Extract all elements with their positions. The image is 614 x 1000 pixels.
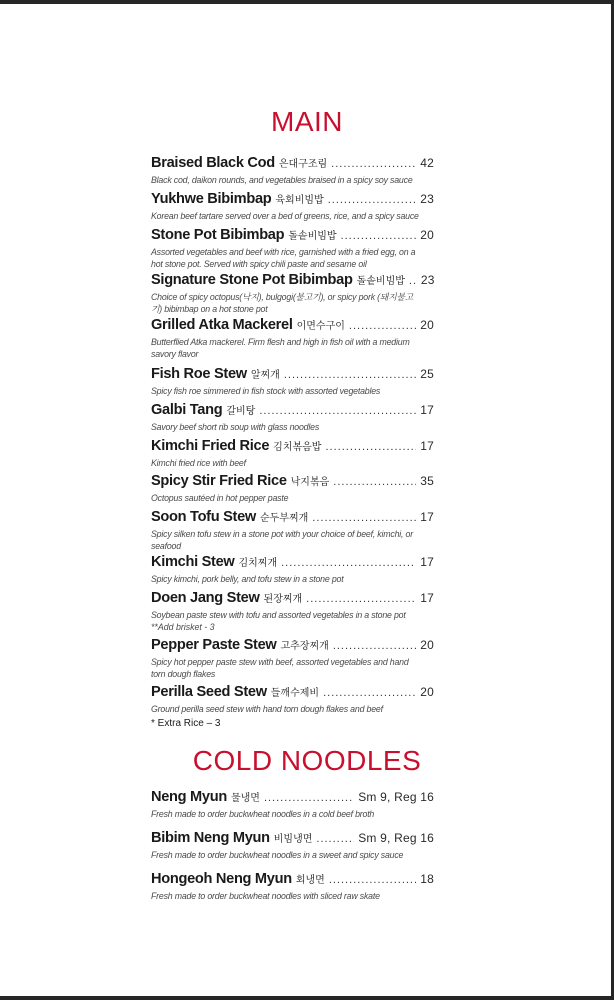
- menu-item: [151, 402, 434, 433]
- menu-item-name: Fish Roe Stew: [151, 366, 247, 382]
- menu-item-korean-name: 갈비탕: [226, 406, 256, 417]
- menu-item-name: Pepper Paste Stew: [151, 637, 277, 653]
- dot-leader: [312, 513, 416, 524]
- menu-item-korean-name: 알찌개: [250, 370, 280, 381]
- menu-item: [151, 830, 434, 861]
- menu-item: [151, 317, 434, 360]
- menu-item-name: Grilled Atka Mackerel: [151, 317, 293, 333]
- menu-item-description: Savory beef short rib soup with glass noodles: [151, 422, 320, 432]
- menu-item-korean-name: 육회비빔밥: [275, 195, 324, 206]
- menu-item-name: Spicy Stir Fried Rice: [151, 473, 287, 489]
- dot-leader: [409, 276, 417, 287]
- menu-item-price: Sm 9, Reg 16: [358, 790, 434, 804]
- menu-item-price: 25: [420, 367, 434, 381]
- menu-item-name: Doen Jang Stew: [151, 590, 260, 606]
- menu-item-description: Soybean paste stew with tofu and assorted vegetables in a stone pot: [151, 610, 406, 620]
- menu-item-description: Choice of spicy octopus(낙지), bulgogi(불고기), or spicy pork (돼지불고기) bibimbap on a hot stone pot: [151, 292, 414, 314]
- menu-item-price: 17: [420, 439, 434, 453]
- menu-item-korean-name: 고추장찌개: [280, 641, 329, 652]
- menu-item-row: [151, 789, 434, 808]
- menu-item-korean-name: 비빔냉면: [273, 834, 313, 845]
- menu-item-row: [151, 509, 434, 528]
- main-menu-list: [151, 155, 434, 730]
- menu-item-row: [151, 871, 434, 890]
- menu-item-korean-name: 순두부찌개: [259, 513, 309, 524]
- menu-item-korean-name: 들깨수제비: [270, 688, 320, 699]
- menu-item-name: Signature Stone Pot Bibimbap: [151, 272, 353, 288]
- menu-item: [151, 554, 434, 585]
- menu-item-korean-name: 이면수구이: [296, 321, 345, 332]
- dot-leader: [306, 594, 416, 605]
- menu-item-price: 20: [420, 318, 434, 332]
- menu-item-price: 23: [420, 273, 435, 287]
- menu-item-price: 20: [420, 638, 434, 652]
- menu-item-korean-name: 낙지볶음: [290, 477, 330, 488]
- dot-leader: [328, 195, 417, 206]
- menu-item-price: 17: [420, 591, 434, 605]
- menu-item-row: [151, 366, 434, 385]
- menu-item-description: Assorted vegetables and beef with rice, garnished with a fried egg, on a hot stone pot. Served with spicy chili paste and sesame oil: [151, 247, 416, 269]
- menu-item-price: 17: [420, 403, 434, 417]
- menu-item-row: [151, 684, 434, 703]
- menu-item-description: Fresh made to order buckwheat noodles in a cold beef broth: [151, 809, 375, 819]
- menu-item-korean-name: 돌솥비빔밥: [288, 231, 337, 242]
- dot-leader: [264, 793, 354, 804]
- dot-leader: [259, 406, 416, 417]
- menu-item-korean-name: 된장찌개: [263, 594, 303, 605]
- menu-item-name: Stone Pot Bibimbap: [151, 227, 285, 243]
- menu-item-price: 42: [420, 156, 434, 170]
- menu-item-korean-name: 김치볶음밥: [273, 442, 322, 453]
- dot-leader: [316, 834, 354, 845]
- menu-item-row: [151, 155, 434, 174]
- dot-leader: [325, 442, 416, 453]
- menu-item: [151, 155, 434, 186]
- dot-leader: [333, 641, 416, 652]
- menu-item-row: [151, 191, 434, 210]
- menu-item: [151, 366, 434, 397]
- menu-item: [151, 438, 434, 469]
- menu-item-description: Spicy fish roe simmered in fish stock with assorted vegetables: [151, 386, 381, 396]
- menu-item-korean-name: 은대구조림: [278, 159, 328, 170]
- menu-item-row: [151, 272, 434, 291]
- menu-item-row: [151, 402, 434, 421]
- section-title-main: MAIN: [271, 106, 343, 137]
- menu-item-price: Sm 9, Reg 16: [358, 831, 434, 845]
- menu-item-name: Braised Black Cod: [151, 155, 275, 171]
- menu-item-price: 23: [420, 192, 434, 206]
- extra-rice-note: * Extra Rice – 3: [151, 718, 221, 729]
- menu-item-name: Kimchi Stew: [151, 554, 235, 570]
- bottom-border: [0, 996, 614, 1000]
- menu-item-price: 35: [420, 474, 434, 488]
- menu-item-row: [151, 830, 434, 849]
- menu-item: [151, 473, 434, 504]
- section-title-cold-noodles: COLD NOODLES: [192, 745, 422, 776]
- menu-item-description: Fresh made to order buckwheat noodles with sliced raw skate: [151, 891, 380, 901]
- menu-item-description: Black cod, daikon rounds, and vegetables braised in a spicy soy sauce: [151, 175, 413, 185]
- menu-item: [151, 789, 434, 820]
- menu-item-name: Kimchi Fried Rice: [151, 438, 270, 454]
- menu-item-name: Perilla Seed Stew: [151, 684, 267, 700]
- menu-item-description: Butterflied Atka mackerel. Firm flesh and high in fish oil with a medium savory flavor: [151, 337, 410, 359]
- menu-item: [151, 272, 434, 315]
- menu-item-name: Galbi Tang: [151, 402, 223, 418]
- menu-item: [151, 871, 434, 902]
- menu-item: [151, 590, 434, 633]
- dot-leader: [323, 688, 416, 699]
- dot-leader: [333, 477, 416, 488]
- menu-item-korean-name: 회냉면: [295, 875, 325, 886]
- dot-leader: [331, 159, 416, 170]
- top-border: [0, 0, 614, 4]
- menu-item: [151, 637, 434, 680]
- menu-item-row: [151, 554, 434, 573]
- menu-item-description: Spicy kimchi, pork belly, and tofu stew in a stone pot: [151, 574, 344, 584]
- menu-item-price: 18: [420, 872, 434, 886]
- menu-item-row: [151, 317, 434, 336]
- menu-item-name: Neng Myun: [151, 789, 227, 805]
- menu-item-row: [151, 438, 434, 457]
- menu-item: [151, 509, 434, 552]
- menu-item-description: Spicy silken tofu stew in a stone pot with your choice of beef, kimchi, or seafood: [151, 529, 413, 551]
- menu-item-row: [151, 227, 434, 246]
- dot-leader: [341, 231, 417, 242]
- menu-item-name: Soon Tofu Stew: [151, 509, 256, 525]
- cold-noodles-menu-list: [151, 789, 434, 902]
- menu-item: [151, 191, 434, 222]
- menu-item-name: Hongeoh Neng Myun: [151, 871, 292, 887]
- menu-item-description: Fresh made to order buckwheat noodles in a sweet and spicy sauce: [151, 850, 404, 860]
- menu-item-price: 20: [420, 685, 434, 699]
- menu-item-korean-name: 김치찌개: [238, 558, 278, 569]
- dot-leader: [329, 875, 416, 886]
- dot-leader: [281, 558, 416, 569]
- menu-item-description: Kimchi fried rice with beef: [151, 458, 246, 468]
- menu-item-price: 17: [420, 510, 434, 524]
- menu-item-row: [151, 590, 434, 609]
- menu-item-name: Yukhwe Bibimbap: [151, 191, 272, 207]
- menu-item-note: **Add brisket - 3: [151, 622, 215, 632]
- menu-item-row: [151, 473, 434, 492]
- menu-item-price: 17: [420, 555, 434, 569]
- menu-item-row: [151, 637, 434, 656]
- menu-item-description: Korean beef tartare served over a bed of greens, rice, and a spicy sauce: [151, 211, 419, 221]
- menu-item-description: Spicy hot pepper paste stew with beef, assorted vegetables and hand torn dough flakes: [151, 657, 409, 679]
- menu-item-korean-name: 돌솥비빔밥: [356, 276, 405, 287]
- menu-item: [151, 227, 434, 270]
- menu-item-description: Ground perilla seed stew with hand torn dough flakes and beef: [151, 704, 383, 714]
- menu-item: [151, 684, 434, 715]
- menu-item-korean-name: 물냉면: [230, 793, 260, 804]
- dot-leader: [284, 370, 416, 381]
- menu-item-price: 20: [420, 228, 434, 242]
- dot-leader: [349, 321, 416, 332]
- menu-item-name: Bibim Neng Myun: [151, 830, 270, 846]
- menu-item-description: Octopus sautéed in hot pepper paste: [151, 493, 289, 503]
